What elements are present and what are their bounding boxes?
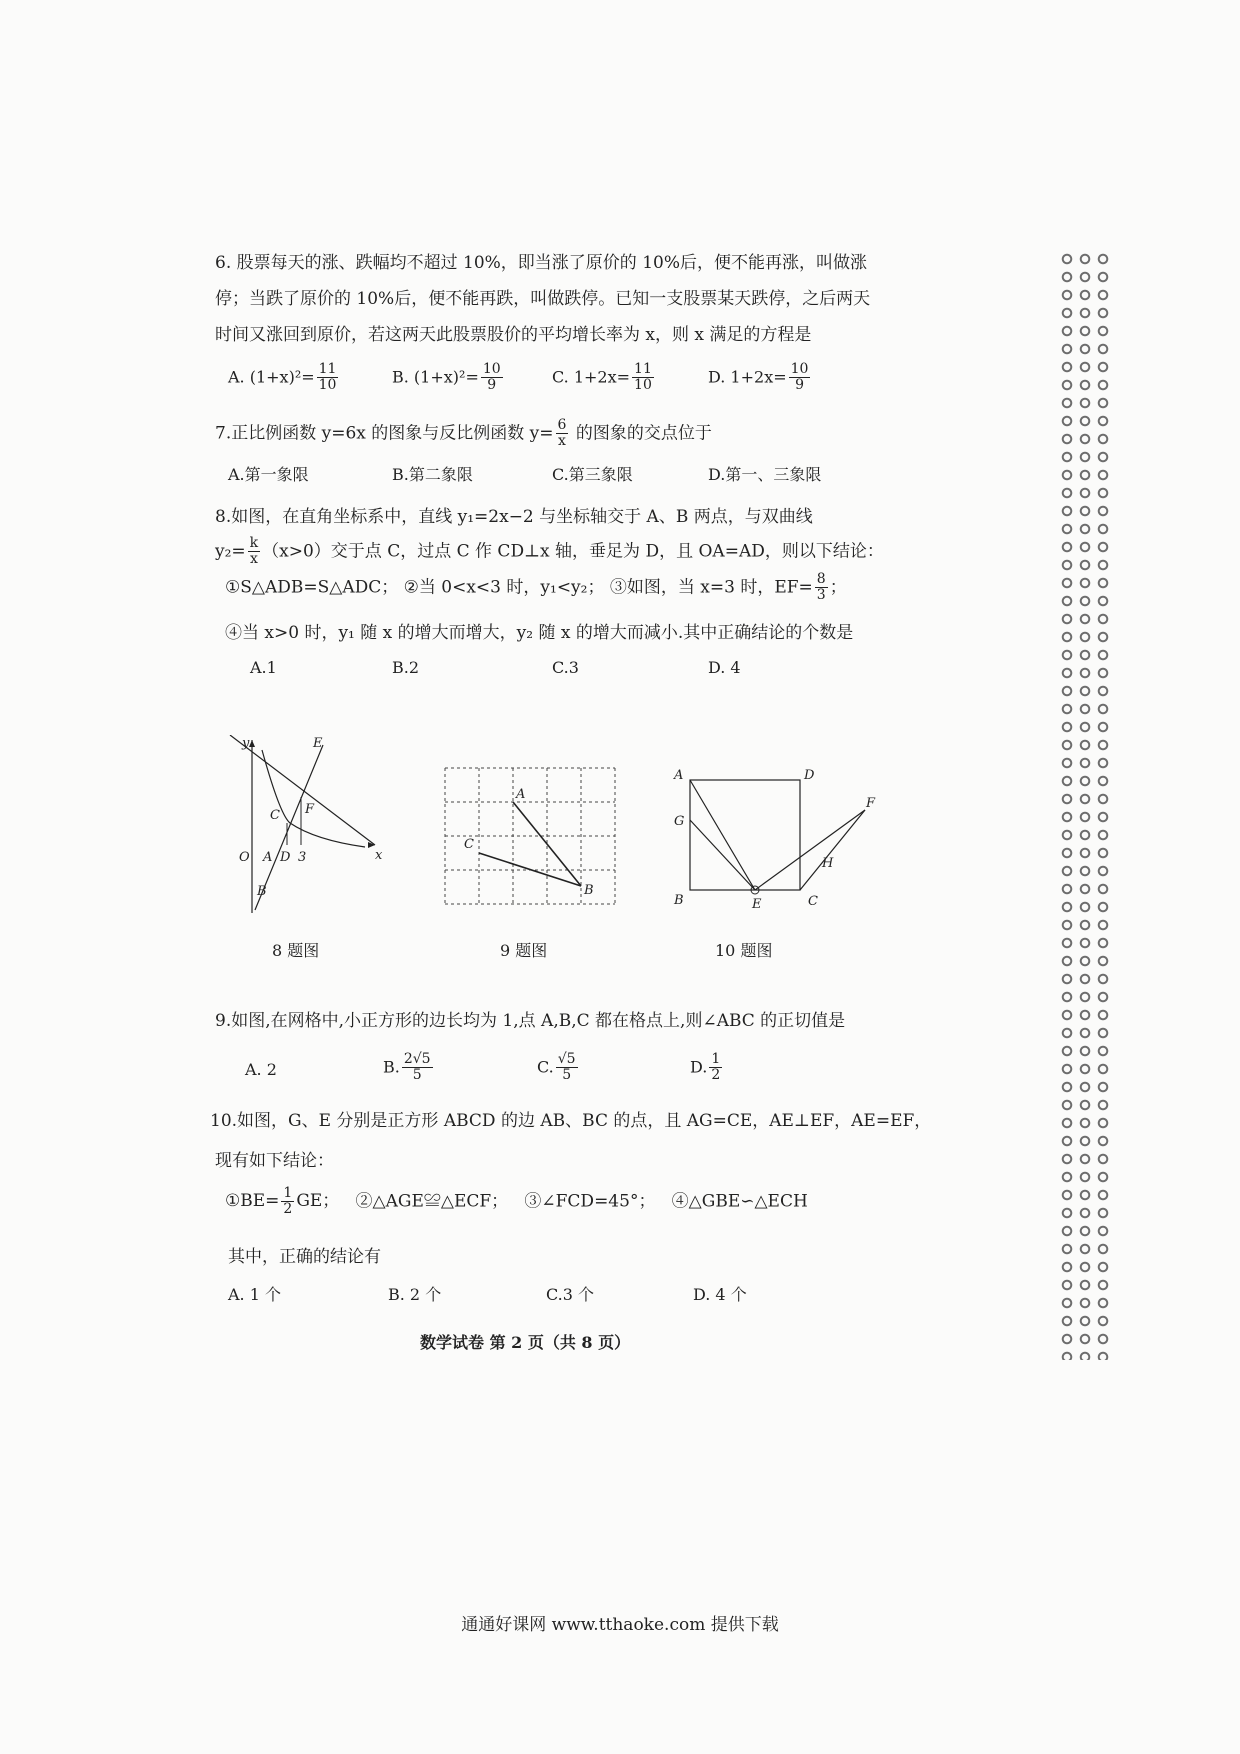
q10-option-a: A. 1 个 (228, 1285, 281, 1304)
fig10-label-c: C (808, 894, 818, 909)
q10-option-c: C.3 个 (546, 1285, 595, 1304)
fig10-caption: 10 题图 (715, 941, 773, 960)
q8-option-c: C.3 (552, 658, 579, 677)
q9-option-c: C. $\frac{√5}{5}$ (537, 1051, 576, 1084)
fig9-label-b: B (584, 883, 594, 898)
q6-option-a: A. (1+x)²= $\frac{11}{10}$ (228, 361, 337, 394)
q10-conclusions (225, 1186, 808, 1218)
q10-line4: 其中，正确的结论有 (228, 1247, 381, 1267)
figure-9 (440, 758, 625, 918)
fig8-label-x: x (375, 848, 383, 863)
q10-conclusion-2: ②△AGE≌△ECF； (355, 1191, 509, 1212)
q8-option-b: B.2 (392, 658, 420, 677)
q6-option-d: D. 1+2x= $\frac{10}{9}$ (708, 361, 809, 394)
fig10-label-g: G (674, 814, 685, 829)
q8-option-a: A.1 (250, 658, 277, 677)
download-watermark: 通通好课网 www.tthaoke.com 提供下载 (461, 1615, 779, 1635)
q7-stem: 7.正比例函数 y=6x 的图象与反比例函数 y= $\frac{6}{x}$ 的图象的交点位于 (215, 417, 712, 450)
page-footer: 数学试卷 第 2 页（共 8 页） (420, 1333, 631, 1352)
fig10-label-h: H (822, 856, 834, 871)
q10-conclusion-3: ③∠FCD=45°； (524, 1191, 656, 1212)
fig9-label-c: C (464, 837, 474, 852)
q6-line2: 停；当跌了原价的 10%后，便不能再跌，叫做跌停。已知一支股票某天跌停，之后两天 (215, 289, 871, 309)
binding-border-pattern (1058, 250, 1114, 1360)
q8-line3: ①S△ADB=S△ADC； ②当 0<x<3 时，y₁<y₂； ③如图，当 x=3 时，EF= $\frac{8}{3}$ ； (225, 571, 847, 604)
q6-option-b: B. (1+x)²= $\frac{10}{9}$ (392, 361, 501, 394)
fig8-label-f: F (305, 802, 315, 817)
fig9-caption: 9 题图 (500, 941, 548, 960)
fig8-label-y: y (242, 736, 250, 751)
fig10-label-f: F (866, 796, 876, 811)
figure-8 (225, 735, 390, 915)
q7-option-d: D.第一、三象限 (708, 465, 822, 484)
q7-option-c: C.第三象限 (552, 465, 633, 484)
fig8-label-3: 3 (298, 850, 307, 865)
fig10-segment-ae (690, 780, 755, 890)
fig9-segment-ab (513, 802, 581, 886)
q9-option-a: A. 2 (245, 1060, 277, 1079)
figure-10 (670, 765, 880, 915)
q9-option-b: B. $\frac{2√5}{5}$ (383, 1051, 431, 1084)
q10-conclusion-4: ④△GBE∽△ECH (671, 1191, 808, 1212)
fig8-label-d: D (280, 850, 291, 865)
q10-option-b: B. 2 个 (388, 1285, 442, 1304)
fig8-label-e: E (313, 736, 323, 751)
fig10-label-b: B (674, 893, 684, 908)
q6-line1: 6. 股票每天的涨、跌幅均不超过 10%，即当涨了原价的 10%后，便不能再涨，叫做涨 (215, 253, 867, 273)
fig10-label-a: A (674, 768, 684, 783)
q8-line1: 8.如图，在直角坐标系中，直线 y₁=2x−2 与坐标轴交于 A、B 两点，与双曲线 (215, 507, 813, 527)
fig8-label-o: O (239, 850, 250, 865)
q8-line4: ④当 x>0 时，y₁ 随 x 的增大而增大，y₂ 随 x 的增大而减小.其中正确结论的个数是 (225, 623, 854, 643)
fig8-label-b: B (257, 884, 267, 899)
fig8-label-c: C (270, 808, 280, 823)
q7-option-b: B.第二象限 (392, 465, 473, 484)
q9-option-d: D. $\frac{1}{2}$ (690, 1051, 721, 1084)
fig8-label-a: A (263, 850, 273, 865)
q10-conclusion-1: ①BE= $\frac{1}{2}$ GE； (225, 1185, 340, 1218)
q6-option-c: C. 1+2x= $\frac{11}{10}$ (552, 361, 652, 394)
q8-line2: y₂= $\frac{k}{x}$ （x>0）交于点 C，过点 C 作 CD⊥x 轴，垂足为 D，且 OA=AD，则以下结论： (215, 535, 884, 568)
fig10-label-d: D (804, 768, 815, 783)
q7-option-a: A.第一象限 (228, 465, 309, 484)
fig9-label-a: A (516, 787, 526, 802)
q10-line1: 10.如图，G、E 分别是正方形 ABCD 的边 AB、BC 的点，且 AG=CE，AE⊥EF，AE=EF， (210, 1111, 932, 1131)
fig10-segment-ge (690, 820, 755, 890)
q10-line2: 现有如下结论： (215, 1151, 334, 1171)
fig8-caption: 8 题图 (272, 941, 320, 960)
q6-line3: 时间又涨回到原价，若这两天此股票股价的平均增长率为 x，则 x 满足的方程是 (215, 325, 812, 345)
q10-option-d: D. 4 个 (693, 1285, 747, 1304)
q9-stem: 9.如图,在网格中,小正方形的边长均为 1,点 A,B,C 都在格点上,则∠ABC 的正切值是 (215, 1011, 846, 1031)
fig10-label-e: E (752, 897, 762, 912)
q8-option-d: D. 4 (708, 658, 741, 677)
